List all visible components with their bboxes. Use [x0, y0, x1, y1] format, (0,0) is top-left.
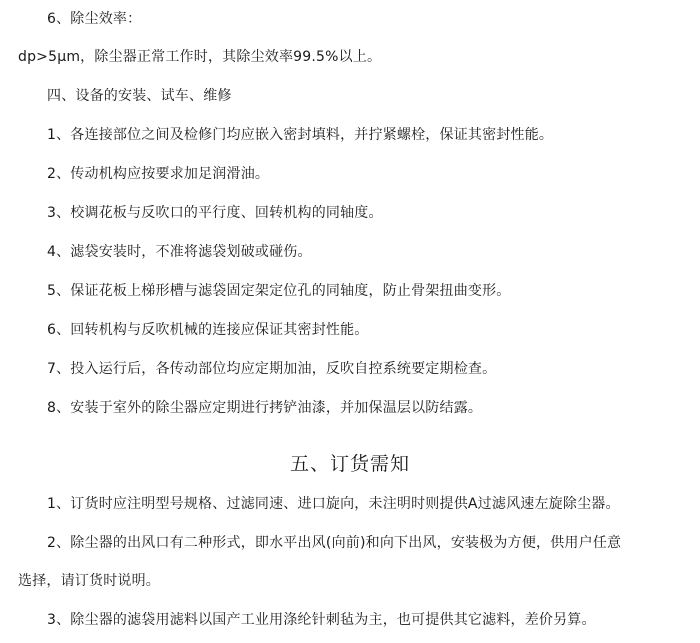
section-5-title: 五、订货需知 [289, 453, 410, 475]
install-item-8: 8、安装于室外的除尘器应定期进行拷铲油漆，并加保温层以防结露。 [47, 400, 483, 416]
section-4-title: 四、设备的安装、试车、维修 [47, 88, 232, 104]
order-item-1: 1、订货时应注明型号规格、过滤同速、进口旋向，未注明时则提供A过滤风速左旋除尘器。 [47, 496, 620, 512]
order-item-3: 3、除尘器的滤袋用滤料以国产工业用涤纶针刺毡为主，也可提供其它滤料，差价另算。 [47, 612, 596, 628]
install-item-2: 2、传动机构应按要求加足润滑油。 [47, 166, 270, 182]
section-6-title: 6、除尘效率： [47, 11, 142, 27]
section-6-text: dp>5μm，除尘器正常工作时，其除尘效率99.5%以上。 [18, 49, 382, 65]
order-item-2: 2、除尘器的出风口有二种形式，即水平出风(向前)和向下出风，安装极为方便，供用户任意 [47, 535, 622, 551]
install-item-5: 5、保证花板上梯形槽与滤袋固定架定位孔的同轴度，防止骨架扭曲变形。 [47, 283, 511, 299]
install-item-1: 1、各连接部位之间及检修门均应嵌入密封填料，并拧紧螺栓，保证其密封性能。 [47, 127, 554, 143]
install-item-7: 7、投入运行后，各传动部位均应定期加油，反吹自控系统要定期检查。 [47, 361, 497, 377]
install-item-6: 6、回转机构与反吹机械的连接应保证其密封性能。 [47, 322, 369, 338]
order-item-2-continued: 选择，请订货时说明。 [18, 573, 160, 589]
install-item-3: 3、校调花板与反吹口的平行度、回转机构的同轴度。 [47, 205, 383, 221]
install-item-4: 4、滤袋安装时，不准将滤袋划破或碰伤。 [47, 244, 312, 260]
